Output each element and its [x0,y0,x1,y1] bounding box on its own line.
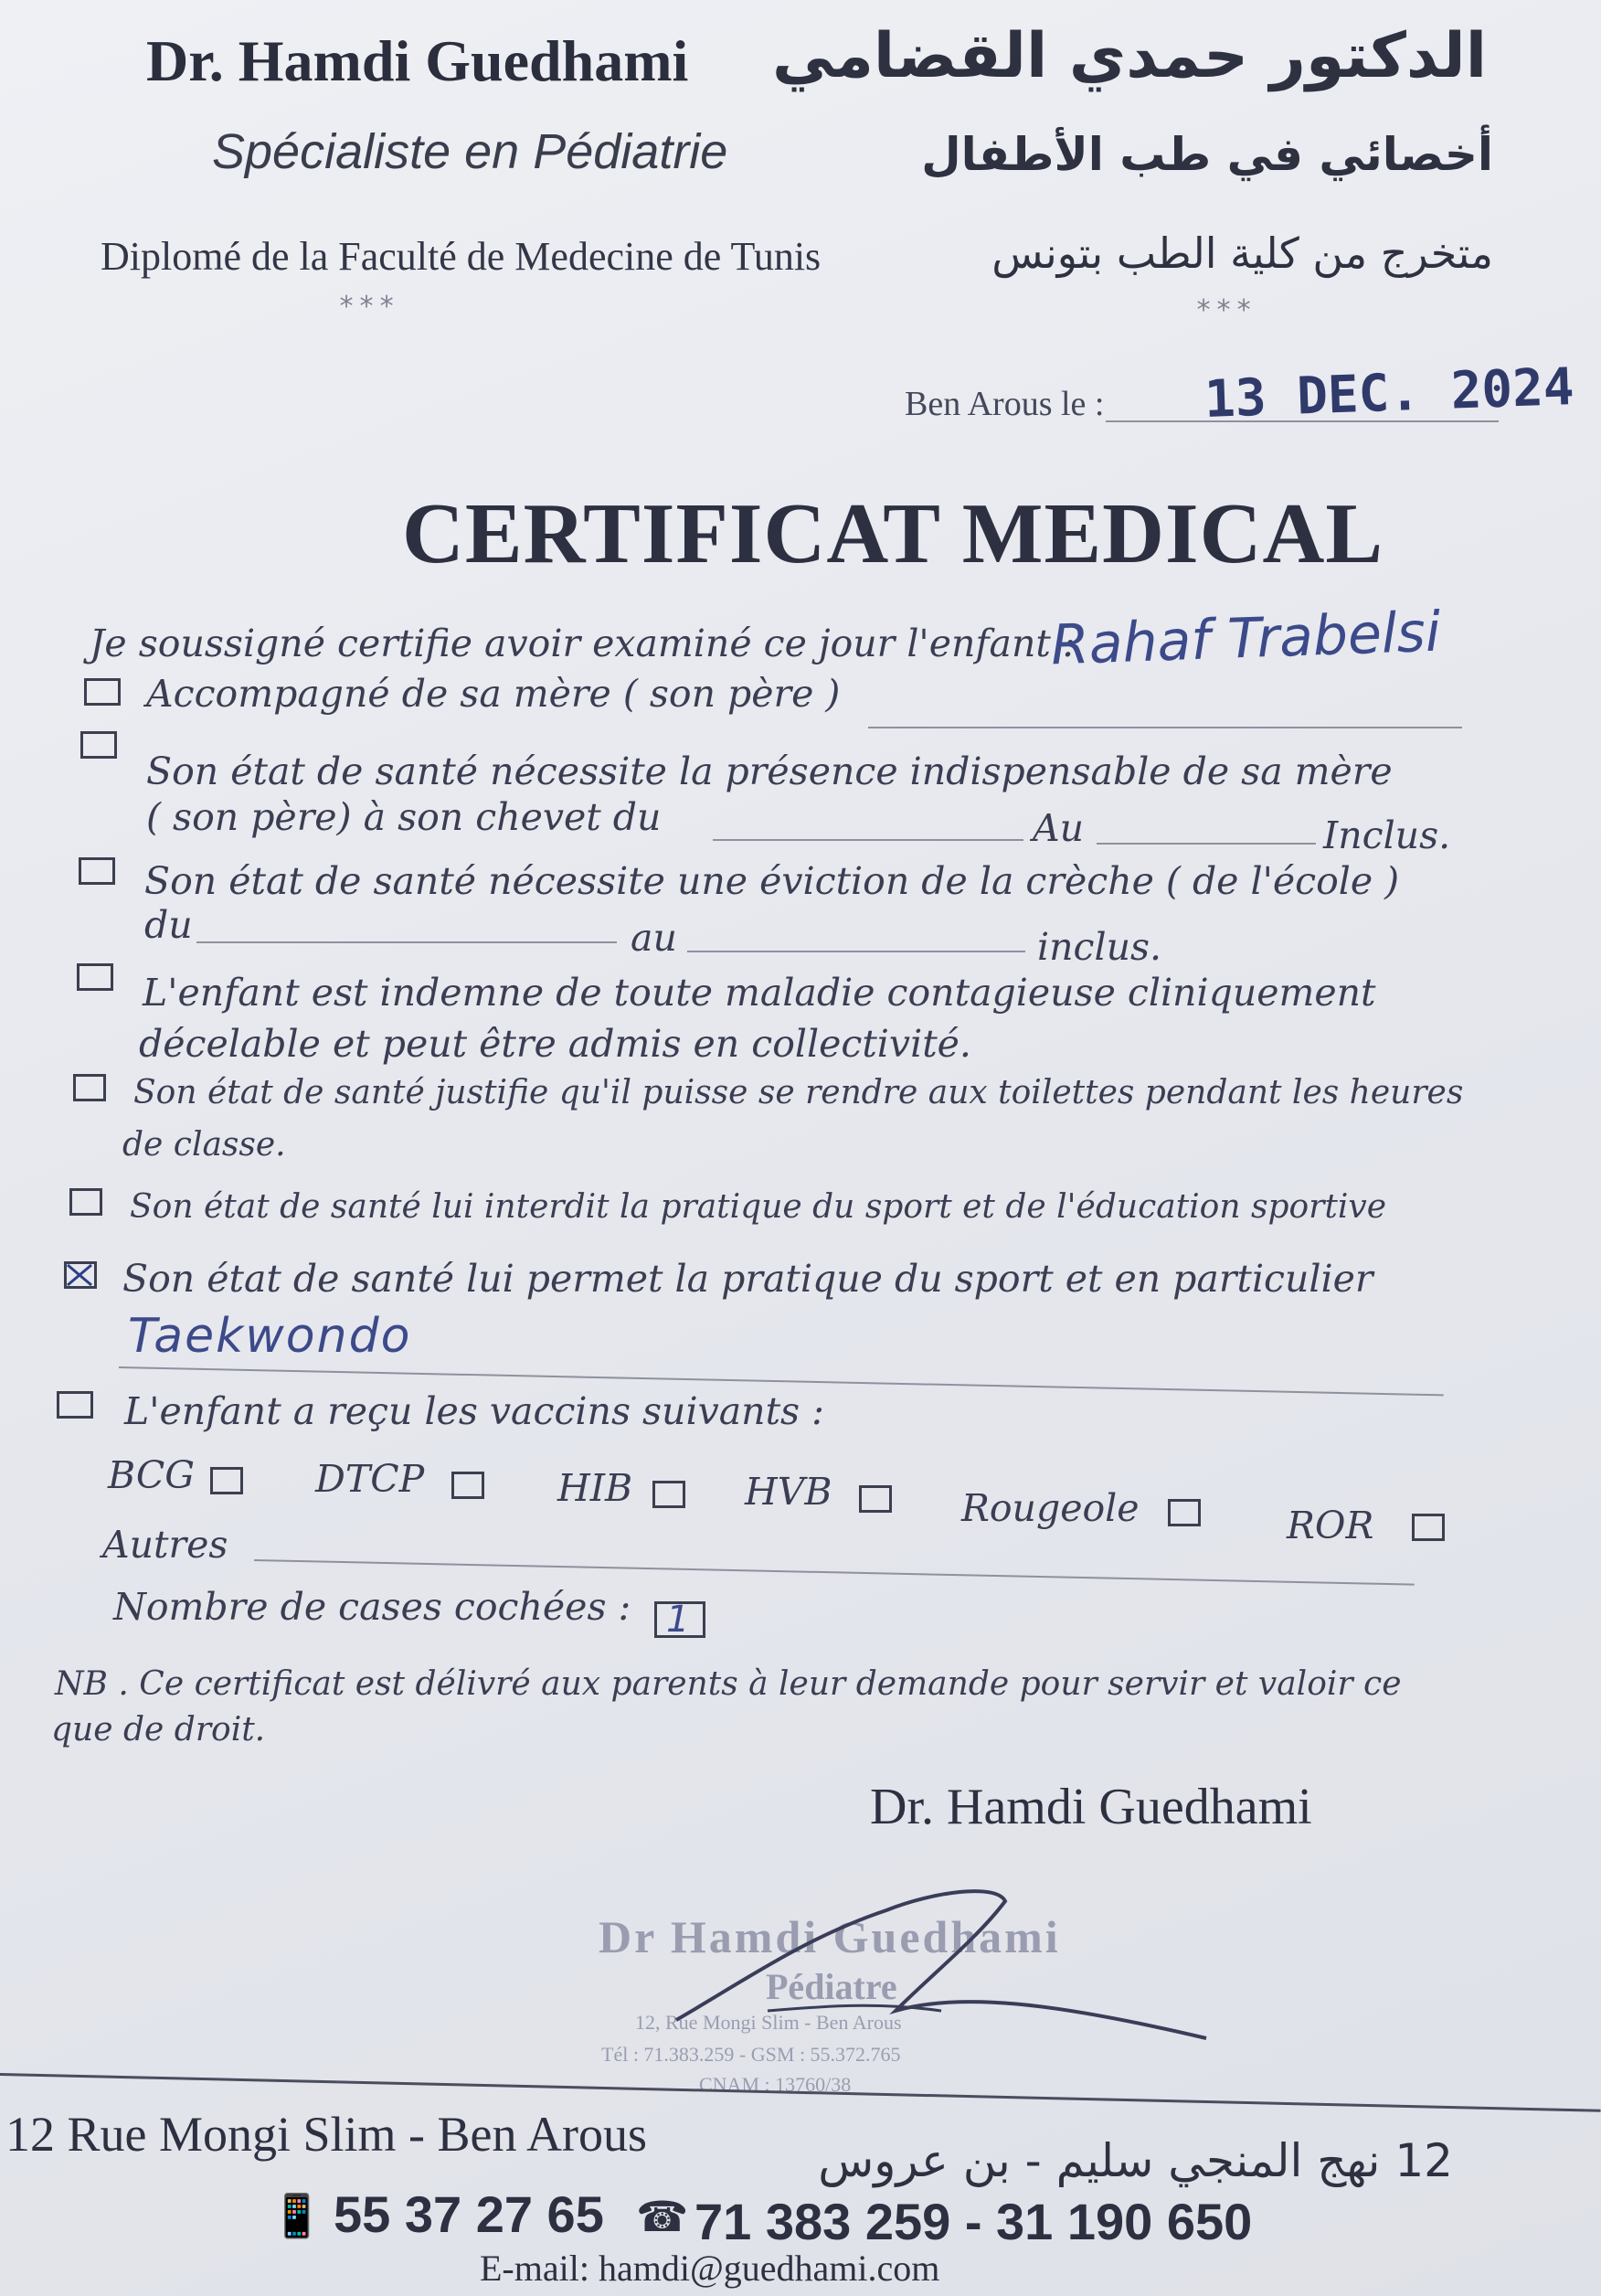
item-sport-allowed-text: Son état de santé lui permet la pratique du sport et en particulier [122,1257,1373,1301]
arabic-diploma: متخرج من كلية الطب بتونس [991,229,1493,278]
eviction-from-line [196,941,617,943]
footer-phone: 71 383 259 - 31 190 650 [694,2193,1253,2250]
arabic-doctor-name: الدكتور حمدي القضامي [772,20,1487,92]
stars-right: *** [1195,294,1256,326]
checkbox-vaccine-hvb[interactable] [859,1485,892,1513]
checkbox-contagious[interactable] [77,963,113,991]
arabic-specialty: أخصائي في طب الأطفال [921,128,1493,181]
vaccine-dtcp-label: DTCP [315,1457,425,1501]
child-name-handwritten: Rahaf Trabelsi [1049,600,1442,678]
stars-left: *** [338,291,399,323]
doctor-specialty: Spécialiste en Pédiatrie [212,124,728,179]
checkbox-vaccine-hib[interactable] [652,1481,685,1508]
item-parent-presence-line2: ( son père) à son chevet du [146,795,662,839]
autres-label: Autres [102,1523,228,1567]
item-sport-forbidden-text: Son état de santé lui interdit la pratique du sport et de l'éducation sportive [130,1188,1387,1226]
footer-address: 12 Rue Mongi Slim - Ben Arous [5,2107,648,2162]
stamp-line4: Tél : 71.383.259 - GSM : 55.372.765 [601,2043,901,2066]
doctor-diploma: Diplomé de la Faculté de Medecine de Tunis [101,234,822,279]
parent-presence-from-line [713,839,1023,841]
intro-text: Je soussigné certifie avoir examiné ce jour l'enfant : [90,622,1076,665]
vaccine-hvb-label: HVB [745,1470,832,1514]
item-eviction-text: Son état de santé nécessite une éviction de la crèche ( de l'école ) [144,859,1400,903]
date-stamp: 13 DEC. 2024 [1203,356,1575,430]
item-toilets-line2: de classe. [122,1126,286,1164]
checkbox-parent-presence[interactable] [80,731,117,759]
vaccine-rougeole-label: Rougeole [961,1486,1140,1530]
checkbox-vaccine-bcg[interactable] [210,1467,243,1494]
item-contagious-text: L'enfant est indemne de toute maladie contagieuse cliniquement [143,971,1376,1015]
nb-text: NB . Ce certificat est délivré aux parents à leur demande pour servir et valoir ce [55,1665,1402,1703]
sport-handwritten: Taekwondo [128,1309,412,1364]
item-eviction-du: du [144,903,193,947]
checkbox-accompanied[interactable] [84,678,121,706]
stamp-line1: Dr Hamdi Guedhami [599,1911,1061,1962]
checkbox-sport-allowed[interactable] [64,1261,97,1289]
footer-mobile: 55 37 27 65 [334,2185,604,2243]
checkbox-vaccine-ror[interactable] [1412,1514,1445,1541]
doctor-name: Dr. Hamdi Guedhami [146,28,689,93]
certificate-title: CERTIFICAT MEDICAL [402,486,1384,581]
stamp-line2: Pédiatre [766,1966,897,2007]
eviction-au: au [631,916,677,960]
telephone-icon: ☎ [636,2194,689,2240]
footer-email: E-mail: hamdi@guedhami.com [480,2248,940,2289]
item-vaccines-text: L'enfant a reçu les vaccins suivants : [124,1389,824,1433]
checkbox-vaccines[interactable] [57,1391,93,1419]
checkbox-vaccine-rougeole[interactable] [1168,1499,1201,1526]
item-accompanied-text: Accompagné de sa mère ( son père ) [146,672,841,716]
vaccine-hib-label: HIB [557,1466,633,1510]
handwritten-signature [658,1874,1243,2057]
vaccine-ror-label: ROR [1287,1504,1374,1547]
count-label: Nombre de cases cochées : [113,1585,631,1629]
stamp-line5: CNAM : 13760/38 [699,2073,852,2096]
eviction-inclus: inclus. [1037,925,1162,969]
item-contagious-line2: décelable et peut être admis en collectivité. [139,1022,971,1066]
date-label: Ben Arous le : [905,385,1105,423]
parent-presence-au: Au [1033,806,1085,850]
item-toilets-text: Son état de santé justifie qu'il puisse se rendre aux toilettes pendant les heures [133,1074,1464,1111]
mobile-phone-icon: 📱 [270,2193,323,2239]
signature-name: Dr. Hamdi Guedhami [870,1779,1312,1835]
nb-text-line2: que de droit. [51,1711,266,1749]
check-mark-icon [64,1261,97,1289]
autres-line [254,1559,1415,1586]
item-accompanied-line [868,727,1462,728]
checkbox-sport-forbidden[interactable] [69,1188,102,1216]
vaccine-bcg-label: BCG [108,1453,196,1497]
parent-presence-inclus: Inclus. [1323,813,1451,857]
count-value: 1 [666,1599,690,1641]
footer-arabic-address: 12 نهج المنجي سليم - بن عروس [818,2134,1453,2187]
parent-presence-to-line [1097,843,1316,845]
stamp-line3: 12, Rue Mongi Slim - Ben Arous [635,2011,902,2034]
eviction-to-line [687,951,1025,952]
item-parent-presence-text: Son état de santé nécessite la présence indispensable de sa mère [146,749,1393,793]
checkbox-toilets[interactable] [73,1074,106,1101]
checkbox-eviction[interactable] [79,857,115,885]
count-box[interactable] [654,1599,705,1641]
checkbox-vaccine-dtcp[interactable] [451,1472,484,1499]
